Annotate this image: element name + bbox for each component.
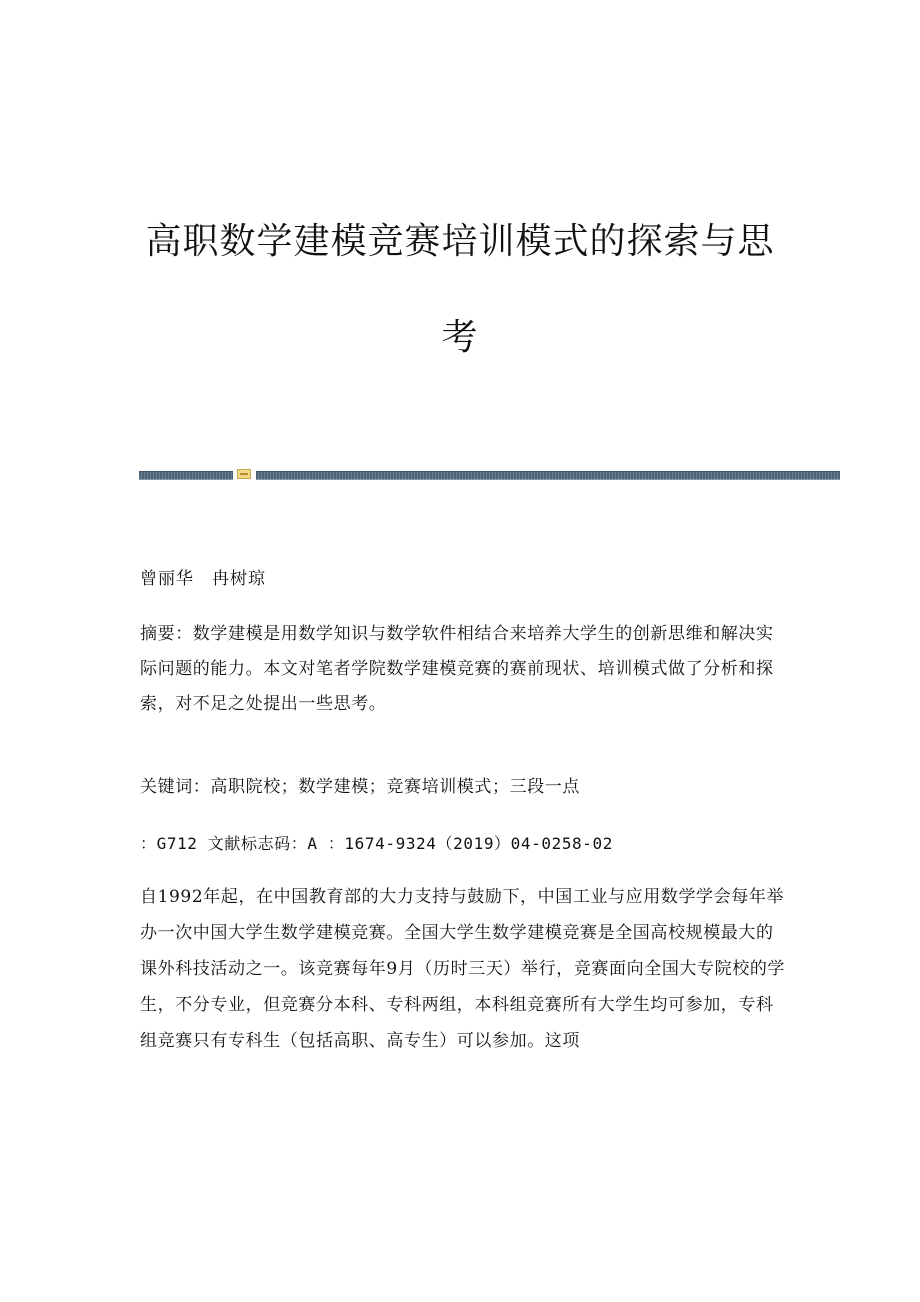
body-paragraph: 自1992年起，在中国教育部的大力支持与鼓励下，中国工业与应用数学学会每年举办一次中国大学生数学建模竞赛。全国大学生数学建模竞赛是全国高校规模最大的课外科技活动之一。该竞赛每年9月（历时三天）举行，竞赛面向全国大专院校的学生，不分专业，但竞赛分本科、专科两组，本科组竞赛所有大学生均可参加，专科组竞赛只有专科生（包括高职、高专生）可以参加。这项 bbox=[140, 887, 786, 1051]
authors: 曾丽华 冉树琼 bbox=[140, 569, 266, 589]
abstract: 摘要：数学建模是用数学知识与数学软件相结合来培养大学生的创新思维和解决实际问题的能力。本文对笔者学院数学建模竞赛的赛前现状、培训模式做了分析和探索，对不足之处提出一些思考。 bbox=[140, 624, 774, 714]
document-title-continuation: 考 bbox=[441, 317, 479, 358]
divider-bar-left bbox=[139, 471, 233, 480]
title-divider bbox=[139, 468, 840, 480]
classification-codes: ：G712 文献标志码：A ：1674-9324（2019）04-0258-02 bbox=[140, 834, 613, 853]
document-title: 高职数学建模竞赛培训模式的探索与思 bbox=[145, 221, 775, 262]
divider-bar-right bbox=[256, 471, 840, 480]
divider-ornament-icon bbox=[237, 469, 251, 479]
keywords: 关键词：高职院校；数学建模；竞赛培训模式；三段一点 bbox=[140, 777, 580, 797]
